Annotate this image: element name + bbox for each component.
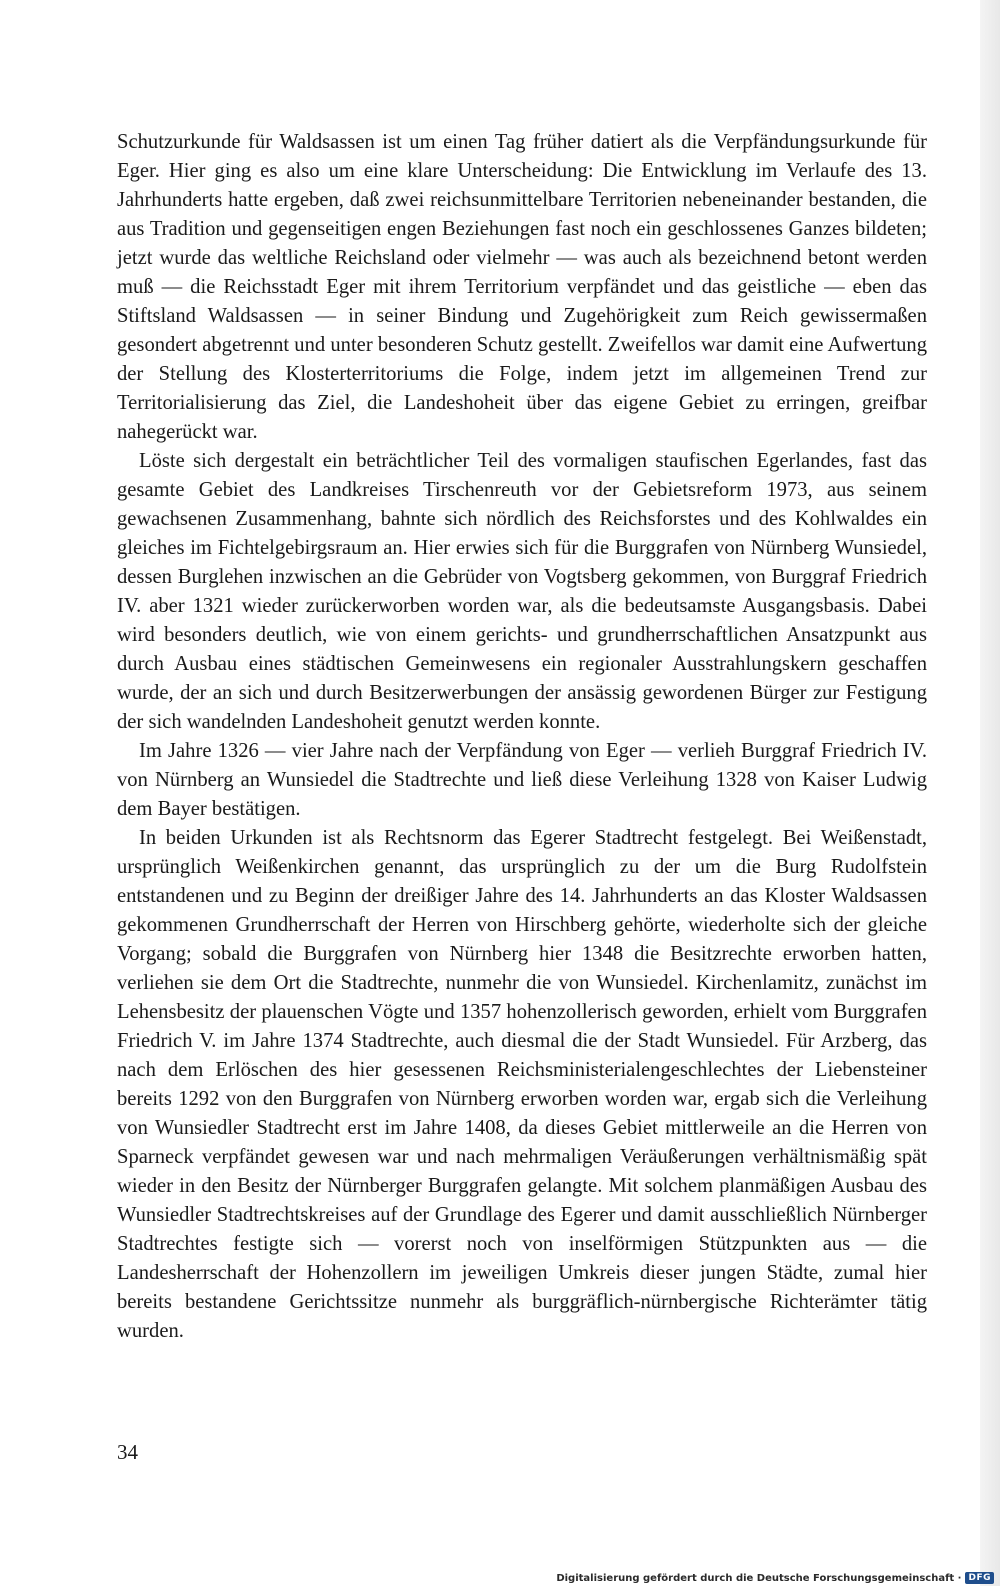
footer-credit-text: Digitalisierung gefördert durch die Deutsche Forschungsgemeinschaft · (556, 1572, 962, 1584)
paragraph-1: Schutzurkunde für Waldsassen ist um einen Tag früher datiert als die Verpfändungsurkunde für Eger. Hier ging es also um eine klare Unterscheidung: Die Entwicklung im Verlaufe des 13. Jahrhunderts hatte ergeben, daß zwei reichsunmittelbare Territorien nebeneinander bestanden, die aus Tradition und gegenseitigen engen Beziehungen fast noch ein geschlossenes Ganzes bildeten; jetzt wurde das weltliche Reichsland oder vielmehr — was auch als bezeichnend betont werden muß — die Reichsstadt Eger mit ihrem Territorium verpfändet und das geistliche — eben das Stiftsland Waldsassen — in seiner Bindung und Zugehörigkeit zum Reich gewissermaßen gesondert abgetrennt und unter besonderen Schutz gestellt. Zweifellos war damit eine Aufwertung der Stellung des Klosterterritoriums die Folge, indem jetzt im allgemeinen Trend zur Territorialisierung das Ziel, die Landeshoheit über das eigene Gebiet zu erringen, greifbar nahegerückt war. (117, 131, 927, 443)
body-text (117, 128, 927, 1346)
scan-edge (980, 0, 1000, 1586)
paragraph-2: Löste sich dergestalt ein beträchtlicher Teil des vormaligen staufischen Egerlandes, fast das gesamte Gebiet des Landkreises Tirschenreuth vor der Gebietsreform 1973, aus seinem gewachsenen Zusammenhang, bahnte sich nördlich des Reichsforstes und des Kohlwaldes ein gleiches im Fichtelgebirgsraum an. Hier erwies sich für die Burggrafen von Nürnberg Wunsiedel, dessen Burglehen inzwischen an die Gebrüder von Vogtsberg gekommen, von Burggraf Friedrich IV. aber 1321 wieder zurückerworben worden war, als die bedeutsamste Ausgangsbasis. Dabei wird besonders deutlich, wie von einem gerichts- und grundherrschaftlichen Ansatzpunkt aus durch Ausbau eines städtischen Gemeinwesens ein regionaler Ausstrahlungskern geschaffen wurde, der an sich und durch Besitzerwerbungen der ansässig gewordenen Bürger zur Festigung der sich wandelnden Landeshoheit genutzt werden konnte. (117, 450, 927, 733)
paragraph-4: In beiden Urkunden ist als Rechtsnorm das Egerer Stadtrecht festgelegt. Bei Weißenstadt, ursprünglich Weißenkirchen genannt, das ursprünglich zu der um die Burg Rudolfstein entstandenen und zu Beginn der dreißiger Jahre des 14. Jahrhunderts an das Kloster Waldsassen gekommenen Grundherrschaft der Herren von Hirschberg gehörte, wiederholte sich der gleiche Vorgang; sobald die Burggrafen von Nürnberg hier 1348 die Besitzrechte erworben hatten, verliehen sie dem Ort die Stadtrechte, nunmehr die von Wunsiedel. Kirchenlamitz, zunächst im Lehensbesitz der plauenschen Vögte und 1357 hohenzollerisch geworden, erhielt vom Burggrafen Friedrich V. im Jahre 1374 Stadtrechte, auch diesmal die der Stadt Wunsiedel. Für Arzberg, das nach dem Erlöschen des hier gesessenen Reichsministerialengeschlechtes der Liebensteiner bereits 1292 von den Burggrafen von Nürnberg erworben worden war, ergab sich die Verleihung von Wunsiedler Stadtrecht erst im Jahre 1408, da dieses Gebiet mittlerweile an die Herren von Sparneck verpfändet gewesen war und nach mehrmaligen Veräußerungen verhältnismäßig spät wieder in den Besitz der Nürnberger Burggrafen gelangte. Mit solchem planmäßigen Ausbau des Wunsiedler Stadtrechtskreises auf der Grundlage des Egerer und damit ausschließlich Nürnberger Stadtrechtes festigte sich — vorerst noch von inselförmigen Stützpunkten aus — die Landesherrschaft der Hohenzollern im jeweiligen Umkreis dieser jungen Städte, zumal hier bereits bestandene Gerichtssitze nunmehr als burggräflich-nürnbergische Richterämter tätig wurden. (117, 827, 927, 1342)
page-number: 34 (117, 1440, 138, 1464)
digitization-footer (556, 1572, 994, 1584)
paragraph-3: Im Jahre 1326 — vier Jahre nach der Verpfändung von Eger — verlieh Burggraf Friedrich IV. von Nürnberg an Wunsiedel die Stadtrechte und ließ diese Verleihung 1328 von Kaiser Ludwig dem Bayer bestätigen. (117, 740, 927, 820)
dfg-logo-icon: DFG (965, 1572, 994, 1584)
